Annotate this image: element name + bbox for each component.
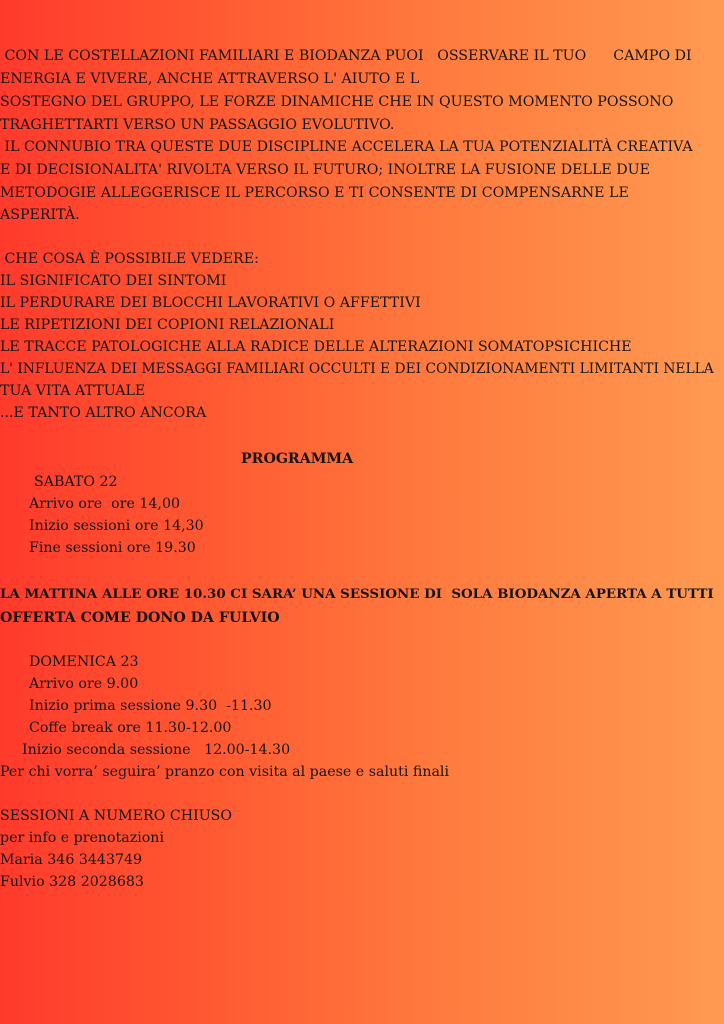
possible-item-6: ...E TANTO ALTRO ANCORA bbox=[0, 405, 207, 421]
contact-fulvio: Fulvio 328 2028683 bbox=[0, 874, 144, 890]
intro-line-1: CON LE COSTELLAZIONI FAMILIARI E BIODANZA PUOI OSSERVARE IL TUO CAMPO DI bbox=[0, 48, 692, 64]
morning-note-line-2: OFFERTA COME DONO DA FULVIO bbox=[0, 610, 280, 626]
possible-item-1: IL SIGNIFICATO DEI SINTOMI bbox=[0, 273, 227, 289]
intro-line-2: ENERGIA E VIVERE, ANCHE ATTRAVERSO L' AIUTO E L bbox=[0, 71, 420, 87]
lunch-note: Per chi vorra’ seguira’ pranzo con visita al paese e saluti finali bbox=[0, 764, 450, 780]
possible-item-4: LE TRACCE PATOLOGICHE ALLA RADICE DELLE ALTERAZIONI SOMATOPSICHICHE bbox=[0, 339, 632, 355]
possible-heading: CHE COSA È POSSIBILE VEDERE: bbox=[0, 251, 259, 267]
morning-note-line-1: LA MATTINA ALLE ORE 10.30 CI SARA’ UNA SESSIONE DI SOLA BIODANZA APERTA A TUTTI bbox=[0, 586, 714, 602]
sunday-coffee: Coffe break ore 11.30-12.00 bbox=[29, 720, 232, 736]
sunday-day: DOMENICA 23 bbox=[29, 654, 139, 670]
intro-line-4: TRAGHETTARTI VERSO UN PASSAGGIO EVOLUTIVO. bbox=[0, 117, 395, 133]
intro-line-8: ASPERITÀ. bbox=[0, 207, 80, 223]
intro-line-6: E DI DECISIONALITA' RIVOLTA VERSO IL FUTURO; INOLTRE LA FUSIONE DELLE DUE bbox=[0, 162, 650, 178]
closed-sessions: SESSIONI A NUMERO CHIUSO bbox=[0, 808, 233, 824]
contact-maria: Maria 346 3443749 bbox=[0, 852, 143, 868]
saturday-fine: Fine sessioni ore 19.30 bbox=[29, 540, 196, 556]
possible-item-5b: TUA VITA ATTUALE bbox=[0, 383, 146, 399]
intro-line-3: SOSTEGNO DEL GRUPPO, LE FORZE DINAMICHE CHE IN QUESTO MOMENTO POSSONO bbox=[0, 94, 674, 110]
saturday-day: SABATO 22 bbox=[34, 474, 118, 490]
sunday-prima: Inizio prima sessione 9.30 -11.30 bbox=[29, 698, 272, 714]
possible-item-5a: L' INFLUENZA DEI MESSAGGI FAMILIARI OCCULTI E DEI CONDIZIONAMENTI LIMITANTI NELLA bbox=[0, 361, 714, 377]
possible-item-2: IL PERDURARE DEI BLOCCHI LAVORATIVI O AFFETTIVI bbox=[0, 295, 421, 311]
info-label: per info e prenotazioni bbox=[0, 830, 164, 846]
intro-line-7: METODOGIE ALLEGGERISCE IL PERCORSO E TI CONSENTE DI COMPENSARNE LE bbox=[0, 185, 629, 201]
possible-item-3: LE RIPETIZIONI DEI COPIONI RELAZIONALI bbox=[0, 317, 335, 333]
programma-title: PROGRAMMA bbox=[241, 451, 354, 467]
saturday-inizio: Inizio sessioni ore 14,30 bbox=[29, 518, 204, 534]
sunday-seconda: Inizio seconda sessione 12.00-14.30 bbox=[22, 742, 291, 758]
sunday-arrivo: Arrivo ore 9.00 bbox=[29, 676, 139, 692]
intro-line-5: IL CONNUBIO TRA QUESTE DUE DISCIPLINE ACCELERA LA TUA POTENZIALITÀ CREATIVA bbox=[0, 139, 693, 155]
saturday-arrivo: Arrivo ore ore 14,00 bbox=[29, 496, 180, 512]
